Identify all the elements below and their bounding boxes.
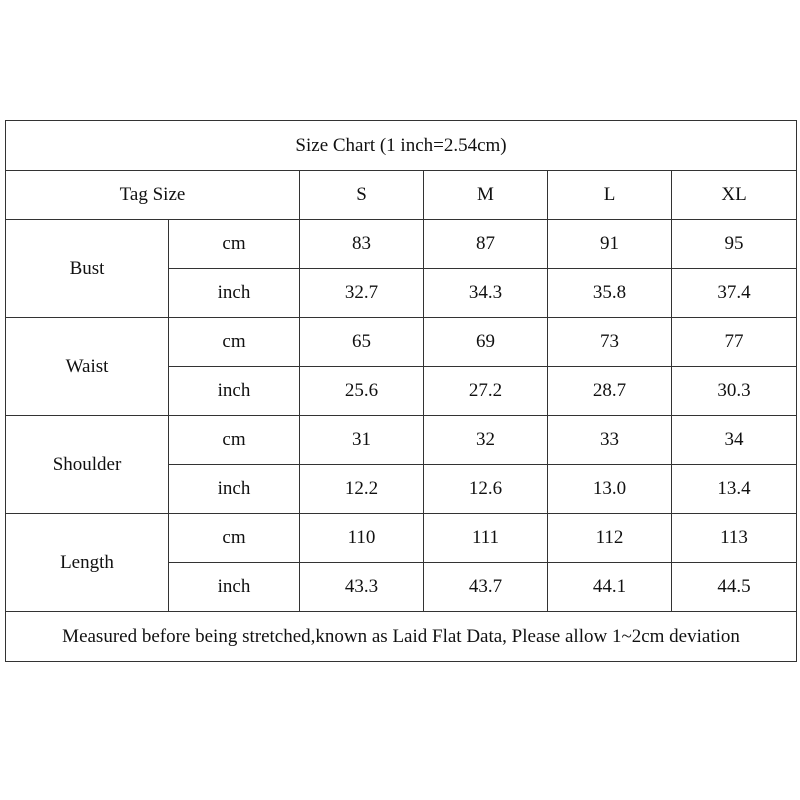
table-cell: 87 — [424, 220, 548, 269]
table-cell: 113 — [672, 514, 797, 563]
note-row — [6, 612, 797, 662]
table-cell: 44.5 — [672, 563, 797, 612]
table-cell: 111 — [424, 514, 548, 563]
size-header-m: M — [424, 171, 548, 220]
unit-label-cm: cm — [169, 514, 300, 563]
table-cell: 34.3 — [424, 269, 548, 318]
table-cell: 69 — [424, 318, 548, 367]
unit-label-cm: cm — [169, 318, 300, 367]
table-cell: 33 — [548, 416, 672, 465]
table-row — [6, 416, 797, 465]
table-cell: 32 — [424, 416, 548, 465]
measure-label-length: Length — [6, 514, 169, 612]
table-cell: 13.4 — [672, 465, 797, 514]
table-cell: 35.8 — [548, 269, 672, 318]
size-header-l: L — [548, 171, 672, 220]
table-cell: 73 — [548, 318, 672, 367]
size-chart-table — [5, 120, 797, 662]
table-row — [6, 318, 797, 367]
tag-size-header: Tag Size — [6, 171, 300, 220]
table-cell: 31 — [300, 416, 424, 465]
table-cell: 25.6 — [300, 367, 424, 416]
size-header-s: S — [300, 171, 424, 220]
unit-label-cm: cm — [169, 220, 300, 269]
table-cell: 30.3 — [672, 367, 797, 416]
table-row — [6, 220, 797, 269]
size-header-xl: XL — [672, 171, 797, 220]
unit-label-inch: inch — [169, 465, 300, 514]
table-cell: 28.7 — [548, 367, 672, 416]
table-cell: 110 — [300, 514, 424, 563]
table-cell: 112 — [548, 514, 672, 563]
table-cell: 43.7 — [424, 563, 548, 612]
measure-label-shoulder: Shoulder — [6, 416, 169, 514]
table-cell: 27.2 — [424, 367, 548, 416]
table-title: Size Chart (1 inch=2.54cm) — [6, 121, 797, 171]
measurement-note: Measured before being stretched,known as Laid Flat Data, Please allow 1~2cm deviation — [6, 612, 797, 662]
measure-label-bust: Bust — [6, 220, 169, 318]
header-row — [6, 171, 797, 220]
table-row — [6, 514, 797, 563]
table-cell: 77 — [672, 318, 797, 367]
unit-label-inch: inch — [169, 367, 300, 416]
table-cell: 34 — [672, 416, 797, 465]
table-cell: 37.4 — [672, 269, 797, 318]
table-cell: 13.0 — [548, 465, 672, 514]
unit-label-cm: cm — [169, 416, 300, 465]
table-cell: 83 — [300, 220, 424, 269]
table-cell: 12.2 — [300, 465, 424, 514]
table-cell: 43.3 — [300, 563, 424, 612]
table-cell: 12.6 — [424, 465, 548, 514]
table-cell: 65 — [300, 318, 424, 367]
table-cell: 95 — [672, 220, 797, 269]
table-cell: 44.1 — [548, 563, 672, 612]
title-row — [6, 121, 797, 171]
table-cell: 32.7 — [300, 269, 424, 318]
unit-label-inch: inch — [169, 563, 300, 612]
unit-label-inch: inch — [169, 269, 300, 318]
measure-label-waist: Waist — [6, 318, 169, 416]
table-cell: 91 — [548, 220, 672, 269]
